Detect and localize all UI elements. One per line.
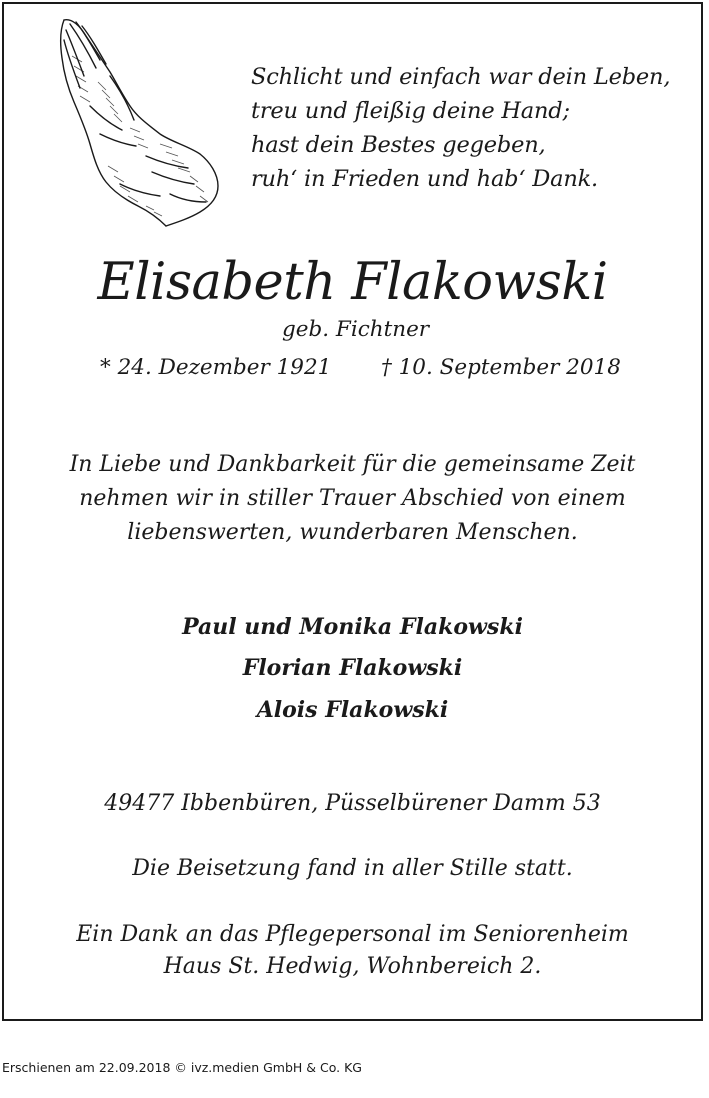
funeral-note: Die Beisetzung fand in aller Stille statt. — [132, 856, 573, 881]
praying-hands-icon — [50, 16, 225, 231]
poem-line: ruh‘ in Frieden und hab‘ Dank. — [251, 166, 599, 192]
family-member: Alois Flakowski — [256, 697, 449, 723]
birth-date: * 24. Dezember 1921 — [100, 355, 332, 380]
poem — [251, 60, 670, 196]
thanks-line: Haus St. Hedwig, Wohnbereich 2. — [163, 954, 542, 979]
family-member: Florian Flakowski — [242, 655, 463, 681]
poem-line: treu und fleißig deine Hand; — [251, 98, 570, 124]
death-date: † 10. September 2018 — [381, 355, 621, 380]
family-member: Paul und Monika Flakowski — [182, 614, 523, 640]
message-line: In Liebe und Dankbarkeit für die gemeinsame Zeit — [69, 452, 636, 477]
poem-line: Schlicht und einfach war dein Leben, — [251, 64, 671, 90]
thanks-line: Ein Dank an das Pflegepersonal im Seniorenheim — [76, 922, 629, 947]
publication-footer: Erschienen am 22.09.2018 © ivz.medien GmbH & Co. KG — [2, 1060, 362, 1075]
poem-line: hast dein Bestes gegeben, — [251, 132, 546, 158]
maiden-name: geb. Fichtner — [282, 317, 430, 342]
deceased-name: Elisabeth Flakowski — [97, 253, 608, 312]
message-line: nehmen wir in stiller Trauer Abschied von einem — [79, 486, 626, 511]
message-line: liebenswerten, wunderbaren Menschen. — [127, 520, 578, 545]
address: 49477 Ibbenbüren, Püsselbürener Damm 53 — [104, 791, 601, 816]
